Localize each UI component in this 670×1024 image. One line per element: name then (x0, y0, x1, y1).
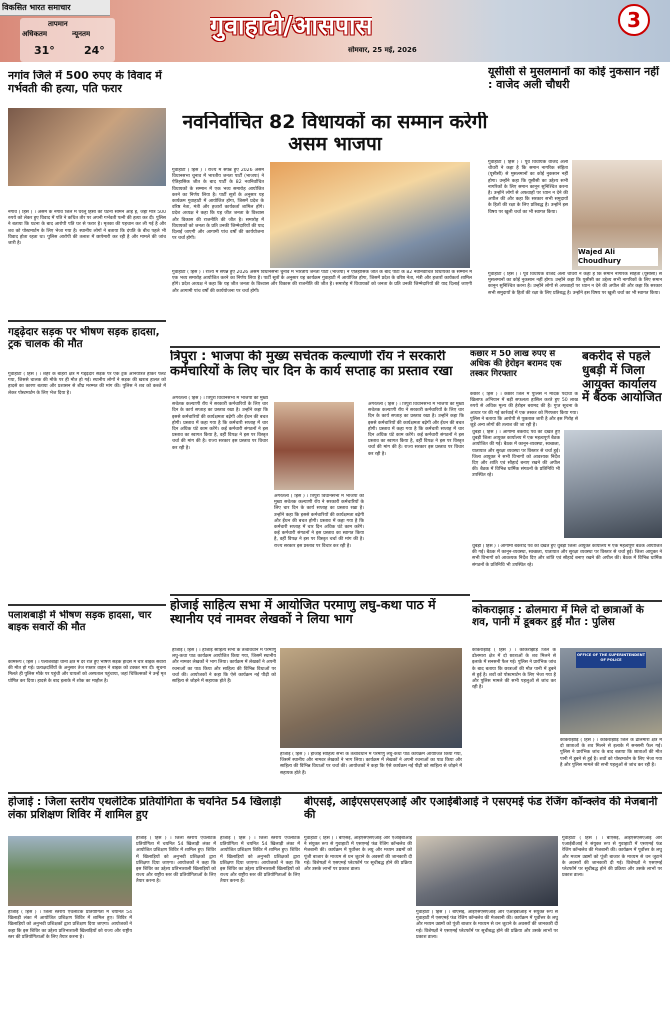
max-temp-label: अधिकतम (22, 30, 48, 38)
story-body: होजाई ( हिंस ) । होजाई साहित्य सभा के तत्वावधान में परमाणु लघु-कथा पाठ कार्यक्रम आयोजित किया गया, जिसमें स्थानीय और नामवर लेखकों ने भाग लिया। कार्यक्रम में लेखकों ने अपनी रचनाओं का पाठ किया और साहित्य की विभिन्न विधाओं पर चर्चा की। आयोजकों ने कहा कि ऐसे कार्यक्रम नई पीढ़ी को साहित्य से जोड़ने में सहायक होते हैं। (280, 752, 462, 776)
weather-box (20, 18, 115, 62)
story-headline: बकरीद से पहले धुबड़ी में जिला आयुक्त कार्यालय में बैठक आयोजित (582, 350, 662, 405)
max-temp: 31° (34, 44, 55, 57)
story-body: अगरतला ( हिंस ) । त्रिपुरा विधानसभा में भाजपा की मुख्य सचेतक कल्याणी रॉय ने सरकारी कर्मचारियों के लिए चार दिन के कार्य सप्ताह का प्रस्ताव रखा है। उन्होंने कहा कि इससे कर्मचारियों की कार्यक्षमता बढ़ेगी और ईंधन की बचत होगी। प्रस्ताव में कहा गया है कि कर्मचारी सप्ताह में चार दिन अधिक घंटे काम करेंगे। कई कर्मचारी संगठनों ने इस प्रस्ताव का स्वागत किया है, वहीं विपक्ष ने इस पर विस्तृत चर्चा की मांग की है। राज्य सरकार इस प्रस्ताव पर विचार कर रही है। (368, 402, 464, 457)
person-photo (274, 402, 354, 490)
story-headline: पलाशबाड़ी में भीषण सड़क हादसा, चार बाइक सवारों की मौत (8, 610, 152, 633)
brand-name: विकसित भारत समाचार (2, 3, 71, 12)
story-body: कामरूप ( हिंस ) । पलाशबाड़ी थाना क्षेत्र में देर रात हुए भीषण सड़क हादसे में चार बाइक सवारों की मौत हो गई। प्रत्यक्षदर्शियों के अनुसार तेज रफ्तार वाहन ने बाइक को टक्कर मार दी। सूचना मिलते ही पुलिस मौके पर पहुंची और घायलों को अस्पताल पहुंचाया, जहां चिकित्सकों ने उन्हें मृत घोषित कर दिया। हादसे के बाद इलाके में शोक का माहौल है। (8, 660, 166, 684)
story-body: गुवाहाटी ( हिंस ) । पूर्व विधायक वाजेद अली चौधरी ने कहा है कि समान नागरिक संहिता (यूसीसी) से मुसलमानों का कोई नुकसान नहीं होगा। उन्होंने कहा कि यूसीसी का उद्देश्य सभी नागरिकों के लिए समान कानून सुनिश्चित करना है। उन्होंने लोगों से अफवाहों पर ध्यान न देने की अपील की और कहा कि सरकार सभी समुदायों के हितों की रक्षा के लिए प्रतिबद्ध है। उन्होंने इस विषय पर खुली चर्चा का भी स्वागत किया। (488, 272, 662, 296)
divider (8, 320, 166, 322)
divider (8, 792, 662, 794)
story-body: गुवाहाटी ( हिंस ) । पूर्व विधायक वाजेद अली चौधरी ने कहा है कि समान नागरिक संहिता (यूसीसी) से मुसलमानों का कोई नुकसान नहीं होगा। उन्होंने कहा कि यूसीसी का उद्देश्य सभी नागरिकों के लिए समान कानून सुनिश्चित करना है। उन्होंने लोगों से अफवाहों पर ध्यान न देने की अपील की और कहा कि सरकार सभी समुदायों के हितों की रक्षा के लिए प्रतिबद्ध है। उन्होंने इस विषय पर खुली चर्चा का भी स्वागत किया। (488, 160, 568, 215)
story-headline: गड्ढ़ेदार सड़क पर भीषण सड़क हादसा, ट्रक चालक की मौत (8, 326, 160, 351)
story-body: अगरतला ( हिंस ) । त्रिपुरा विधानसभा में भाजपा की मुख्य सचेतक कल्याणी रॉय ने सरकारी कर्मचारियों के लिए चार दिन के कार्य सप्ताह का प्रस्ताव रखा है। उन्होंने कहा कि इससे कर्मचारियों की कार्यक्षमता बढ़ेगी और ईंधन की बचत होगी। प्रस्ताव में कहा गया है कि कर्मचारी सप्ताह में चार दिन अधिक घंटे काम करेंगे। कई कर्मचारी संगठनों ने इस प्रस्ताव का स्वागत किया है, वहीं विपक्ष ने इस पर विस्तृत चर्चा की मांग की है। राज्य सरकार इस प्रस्ताव पर विचार कर रही है। (172, 396, 268, 451)
story-body: गुवाहाटी ( हिंस ) । राज्य में संपन्न हुए 2026 असम विधानसभा चुनाव में भारतीय जनता पार्टी (भाजपा) ने ऐतिहासिक जीत के बाद पार्टी के 82 नवनिर्वाचित विधायकों के सम्मान में एक भव्य समारोह आयोजित करने का निर्णय लिया है। पार्टी सूत्रों के अनुसार यह कार्यक्रम गुवाहाटी में आयोजित होगा, जिसमें प्रदेश के वरिष्ठ नेता, मंत्री और हजारों कार्यकर्ता शामिल होंगे। प्रदेश अध्यक्ष ने कहा कि यह जीत जनता के विश्वास और विकास की राजनीति की जीत है। समारोह में विधायकों को जनता के प्रति उनकी जिम्मेदारियों की याद दिलाई जाएगी और आगामी पांच वर्षों की कार्ययोजना पर चर्चा होगी। (172, 270, 472, 294)
story-body: होजाई ( हिंस ) । जिला स्तरीय एथलेटिक प्रतियोगिता में चयनित 54 खिलाड़ी लंका में आयोजित प्रशिक्षण शिविर में शामिल हुए। शिविर में खिलाड़ियों को अनुभवी प्रशिक्षकों द्वारा प्रशिक्षण दिया जाएगा। आयोजकों ने कहा कि इस शिविर का उद्देश्य प्रतिभाशाली खिलाड़ियों को राज्य और राष्ट्रीय स्तर की प्रतियोगिताओं के लिए तैयार करना है। (220, 836, 300, 885)
issue-date: सोमवार, 25 मई, 2026 (348, 46, 417, 54)
story-headline: कछार में 50 लाख रुपए से अधिक की हेरोइन बरामद एक तस्कर गिरफ्तार (470, 350, 562, 379)
min-temp-label: न्यूनतम (72, 30, 91, 38)
page-number: 3 (618, 4, 650, 36)
story-body: गुवाहाटी ( हिंस ) । बीएसई, आईएसएसएआई और एआईबीआई ने संयुक्त रूप से गुवाहाटी में एसएमई फंड रेजिंग कॉन्क्लेव की मेजबानी की। कार्यक्रम में पूर्वोत्तर के लघु और मध्यम उद्यमों को पूंजी बाजार के माध्यम से धन जुटाने के अवसरों की जानकारी दी गई। विशेषज्ञों ने एसएमई प्लेटफॉर्म पर सूचीबद्ध होने की प्रक्रिया और उसके लाभों पर प्रकाश डाला। (416, 910, 558, 940)
divider (472, 600, 662, 602)
photo-caption: Wajed Ali Choudhury (578, 248, 658, 266)
story-headline: बीएसई, आईएसएसएआई और एआईबीआई ने एसएमई फंड रेजिंग कॉन्क्लेव की मेजबानी की (304, 796, 658, 821)
story-headline: कोकराझाड़ : ढोलमारा में मिले दो छात्राओं के शव, पानी में डूबकर हुई मौत : पुलिस (472, 604, 644, 629)
conclave-photo (416, 836, 558, 906)
story-body: होजाई ( हिंस ) । जिला स्तरीय एथलेटिक प्रतियोगिता में चयनित 54 खिलाड़ी लंका में आयोजित प्रशिक्षण शिविर में शामिल हुए। शिविर में खिलाड़ियों को अनुभवी प्रशिक्षकों द्वारा प्रशिक्षण दिया जाएगा। आयोजकों ने कहा कि इस शिविर का उद्देश्य प्रतिभाशाली खिलाड़ियों को राज्य और राष्ट्रीय स्तर की प्रतियोगिताओं के लिए तैयार करना है। (8, 910, 132, 940)
story-body: धुबड़ी ( हिंस ) । आगामी बकरीद पर्व को देखते हुए धुबड़ी जिला आयुक्त कार्यालय में एक महत्वपूर्ण बैठक आयोजित की गई। बैठक में कानून-व्यवस्था, स्वच्छता, यातायात और सुरक्षा व्यवस्था पर विस्तार से चर्चा हुई। जिला आयुक्त ने सभी विभागों को आवश्यक निर्देश दिए और शांति एवं सौहार्द बनाए रखने की अपील की। बैठक में विभिन्न धार्मिक संगठनों के प्रतिनिधि भी उपस्थित रहे। (472, 544, 662, 568)
story-body: कछार ( हिंस ) । कछार जिले में पुलिस ने मादक पदार्थों के खिलाफ अभियान में बड़ी सफलता हासिल करते हुए 50 लाख रुपये से अधिक मूल्य की हेरोइन बरामद की है। गुप्त सूचना के आधार पर की गई कार्रवाई में एक तस्कर को गिरफ्तार किया गया। पुलिस ने बताया कि आरोपी से पूछताछ जारी है और इस गिरोह से जुड़े अन्य लोगों की तलाश की जा रही है। (470, 392, 578, 429)
story-body: होजाई ( हिंस ) । जिला स्तरीय एथलेटिक प्रतियोगिता में चयनित 54 खिलाड़ी लंका में आयोजित प्रशिक्षण शिविर में शामिल हुए। शिविर में खिलाड़ियों को अनुभवी प्रशिक्षकों द्वारा प्रशिक्षण दिया जाएगा। आयोजकों ने कहा कि इस शिविर का उद्देश्य प्रतिभाशाली खिलाड़ियों को राज्य और राष्ट्रीय स्तर की प्रतियोगिताओं के लिए तैयार करना है। (136, 836, 216, 885)
divider (170, 346, 660, 348)
divider (170, 594, 470, 596)
story-body: गुवाहाटी ( हिंस ) । बीएसई, आईएसएसएआई और एआईबीआई ने संयुक्त रूप से गुवाहाटी में एसएमई फंड रेजिंग कॉन्क्लेव की मेजबानी की। कार्यक्रम में पूर्वोत्तर के लघु और मध्यम उद्यमों को पूंजी बाजार के माध्यम से धन जुटाने के अवसरों की जानकारी दी गई। विशेषज्ञों ने एसएमई प्लेटफॉर्म पर सूचीबद्ध होने की प्रक्रिया और उसके लाभों पर प्रकाश डाला। (562, 836, 662, 879)
divider (8, 604, 166, 606)
athletes-photo (8, 836, 132, 906)
story-body: धुबड़ी ( हिंस ) । आगामी बकरीद पर्व को देखते हुए धुबड़ी जिला आयुक्त कार्यालय में एक महत्वपूर्ण बैठक आयोजित की गई। बैठक में कानून-व्यवस्था, स्वच्छता, यातायात और सुरक्षा व्यवस्था पर विस्तार से चर्चा हुई। जिला आयुक्त ने सभी विभागों को आवश्यक निर्देश दिए और शांति एवं सौहार्द बनाए रखने की अपील की। बैठक में विभिन्न धार्मिक संगठनों के प्रतिनिधि भी उपस्थित रहे। (472, 430, 560, 479)
story-body: गुवाहाटी ( हिंस ) । राज्य में संपन्न हुए 2026 असम विधानसभा चुनाव में भारतीय जनता पार्टी (भाजपा) ने ऐतिहासिक जीत के बाद पार्टी के 82 नवनिर्वाचित विधायकों के सम्मान में एक भव्य समारोह आयोजित करने का निर्णय लिया है। पार्टी सूत्रों के अनुसार यह कार्यक्रम गुवाहाटी में आयोजित होगा, जिसमें प्रदेश के वरिष्ठ नेता, मंत्री और हजारों कार्यकर्ता शामिल होंगे। प्रदेश अध्यक्ष ने कहा कि यह जीत जनता के विश्वास और विकास की राजनीति की जीत है। समारोह में विधायकों को जनता के प्रति उनकी जिम्मेदारियों की याद दिलाई जाएगी और आगामी पांच वर्षों की कार्ययोजना पर चर्चा होगी। (172, 168, 264, 242)
story-body: होजाई ( हिंस ) । होजाई साहित्य सभा के तत्वावधान में परमाणु लघु-कथा पाठ कार्यक्रम आयोजित किया गया, जिसमें स्थानीय और नामवर लेखकों ने भाग लिया। कार्यक्रम में लेखकों ने अपनी रचनाओं का पाठ किया और साहित्य की विभिन्न विधाओं पर चर्चा की। आयोजकों ने कहा कि ऐसे कार्यक्रम नई पीढ़ी को साहित्य से जोड़ने में सहायक होते हैं। (172, 648, 276, 685)
story-headline: यूसीसी से मुसलमानों का कोई नुकसान नहीं : वाजेद अली चौधरी (488, 66, 659, 91)
police-office-sign: OFFICE OF THE SUPERINTENDENT OF POLICE (576, 652, 646, 668)
story-headline: नगांव जिले में 500 रुपए के विवाद में गर्भवती की हत्या, पति फरार (8, 70, 162, 95)
story-headline: होजाई साहित्य सभा में आयोजित परमाणु लघु-कथा पाठ में स्थानीय एवं नामवर लेखकों ने लिया भाग (170, 598, 436, 627)
story-body: कोकराझाड़ ( हिंस ) । कोकराझाड़ जिले के ढोलमारा क्षेत्र में दो छात्राओं के शव मिलने से इलाके में सनसनी फैल गई। पुलिस ने प्रारंभिक जांच के बाद बताया कि छात्राओं की मौत पानी में डूबने से हुई है। शवों को पोस्टमार्टम के लिए भेजा गया है और पुलिस मामले की सभी पहलुओं से जांच कर रही है। (560, 738, 662, 768)
story-photo (8, 108, 166, 186)
weather-label: तापमान (48, 20, 68, 28)
meeting-photo (564, 430, 662, 538)
story-body: गुवाहाटी ( हिंस ) । बीएसई, आईएसएसएआई और एआईबीआई ने संयुक्त रूप से गुवाहाटी में एसएमई फंड रेजिंग कॉन्क्लेव की मेजबानी की। कार्यक्रम में पूर्वोत्तर के लघु और मध्यम उद्यमों को पूंजी बाजार के माध्यम से धन जुटाने के अवसरों की जानकारी दी गई। विशेषज्ञों ने एसएमई प्लेटफॉर्म पर सूचीबद्ध होने की प्रक्रिया और उसके लाभों पर प्रकाश डाला। (304, 836, 412, 873)
story-headline: त्रिपुरा : भाजपा की मुख्य सचेतक कल्याणी रॉय ने सरकारी कर्मचारियों के लिए चार दिन के कार्य सप्ताह का प्रस्ताव रखा (170, 350, 453, 379)
story-body: नगांव ( हिंस ) । असम के नगांव जिले में घरेलू हिंसा की घटना सामने आई है, जहां मात्र 500 रुपये को लेकर हुए विवाद में पति ने कथित तौर पर अपनी गर्भवती पत्नी की हत्या कर दी। पुलिस ने बताया कि घटना के बाद आरोपी पति घर से फरार है। मृतका की पहचान कर ली गई है और शव को पोस्टमार्टम के लिए भेजा गया है। स्थानीय लोगों ने बताया कि दंपति के बीच पहले भी विवाद होता रहता था। पुलिस आरोपी की तलाश में छापेमारी कर रही है और मामले की जांच जारी है। (8, 210, 166, 247)
lead-photo (270, 162, 470, 268)
lead-headline: नवनिर्वाचित 82 विधायकों का सम्मान करेगी असम भाजपा (182, 112, 488, 155)
min-temp: 24° (84, 44, 105, 57)
story-body: कोकराझाड़ ( हिंस ) । कोकराझाड़ जिले के ढोलमारा क्षेत्र में दो छात्राओं के शव मिलने से इलाके में सनसनी फैल गई। पुलिस ने प्रारंभिक जांच के बाद बताया कि छात्राओं की मौत पानी में डूबने से हुई है। शवों को पोस्टमार्टम के लिए भेजा गया है और पुलिस मामले की सभी पहलुओं से जांच कर रही है। (472, 648, 556, 691)
story-body: गुवाहाटी ( हिंस ) । शहर के बाहरी क्षेत्र में गड्ढ़ेदार सड़क पर एक ट्रक अनियंत्रित होकर पलट गया, जिससे चालक की मौके पर ही मौत हो गई। स्थानीय लोगों ने सड़क की खराब हालत को हादसे का कारण बताया और प्रशासन से शीघ्र मरम्मत की मांग की। पुलिस ने शव को कब्जे में लेकर पोस्टमार्टम के लिए भेज दिया है। (8, 372, 166, 396)
page-title: गुवाहाटी/आसपास (210, 11, 373, 40)
story-headline: होजाई : जिला स्तरीय एथलेटिक प्रतियोगिता के चयनित 54 खिलाड़ी लंका प्रशिक्षण शिविर में शामिल हुए (8, 796, 281, 821)
event-photo (280, 648, 462, 748)
story-body: अगरतला ( हिंस ) । त्रिपुरा विधानसभा में भाजपा की मुख्य सचेतक कल्याणी रॉय ने सरकारी कर्मचारियों के लिए चार दिन के कार्य सप्ताह का प्रस्ताव रखा है। उन्होंने कहा कि इससे कर्मचारियों की कार्यक्षमता बढ़ेगी और ईंधन की बचत होगी। प्रस्ताव में कहा गया है कि कर्मचारी सप्ताह में चार दिन अधिक घंटे काम करेंगे। कई कर्मचारी संगठनों ने इस प्रस्ताव का स्वागत किया है, वहीं विपक्ष ने इस पर विस्तृत चर्चा की मांग की है। राज्य सरकार इस प्रस्ताव पर विचार कर रही है। (274, 494, 364, 549)
